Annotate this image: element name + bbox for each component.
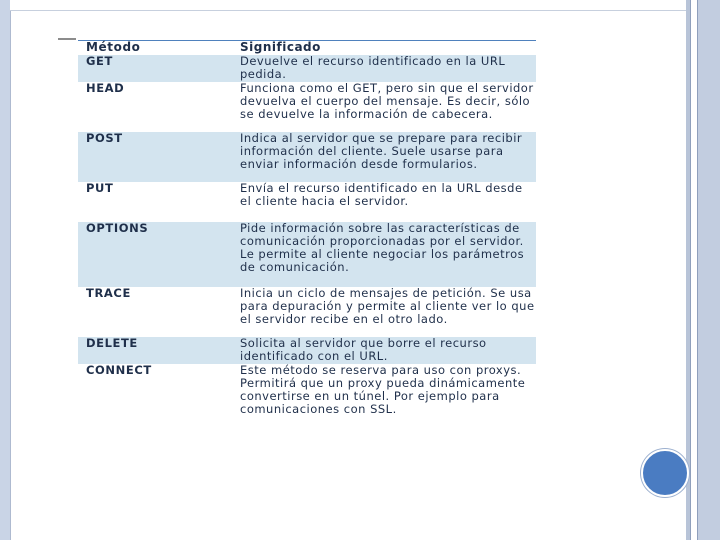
table-row: [78, 364, 536, 430]
slide-frame-left: [0, 0, 11, 540]
slide-decoration-circle: [641, 449, 689, 497]
method-cell: HEAD: [86, 81, 125, 95]
table-row: [78, 55, 536, 82]
slide-frame-top: [10, 0, 696, 11]
description-cell: Envía el recurso identificado en la URL desde el cliente hacia el servidor.: [240, 181, 523, 208]
description-cell: Este método se reserva para uso con proxys. Permitirá que un proxy pueda dinámicamente convertirse en un túnel. Por ejemplo para comunicaciones con SSL.: [240, 363, 526, 416]
description-cell: Inicia un ciclo de mensajes de petición. Se usa para depuración y permite al cliente ver lo que el servidor recibe en el otro lado.: [240, 286, 535, 326]
table-row: [78, 82, 536, 132]
method-cell: OPTIONS: [86, 221, 149, 235]
method-cell: TRACE: [86, 286, 131, 300]
header-method: Método: [86, 40, 141, 54]
table-row: [78, 337, 536, 364]
slide-frame-right-strip: [690, 0, 698, 540]
decoration-mark: [58, 38, 76, 40]
table-row: [78, 182, 536, 222]
table-header-row: [78, 41, 536, 55]
method-cell: POST: [86, 131, 123, 145]
description-cell: Funciona como el GET, pero sin que el servidor devuelva el cuerpo del mensaje. Es decir, sólo se devuelve la información de cabecera.: [240, 81, 534, 121]
table-row: [78, 222, 536, 287]
description-cell: Solicita al servidor que borre el recurso identificado con el URL.: [240, 336, 487, 363]
header-description: Significado: [240, 40, 321, 54]
method-cell: GET: [86, 54, 113, 68]
description-cell: Devuelve el recurso identificado en la URL pedida.: [240, 54, 506, 81]
description-cell: Indica al servidor que se prepare para recibir información del cliente. Suele usarse para enviar información desde formularios.: [240, 131, 523, 171]
table-row: [78, 132, 536, 182]
http-methods-table: [78, 40, 536, 430]
slide-frame-right-band: [698, 0, 720, 540]
description-cell: Pide información sobre las características de comunicación proporcionadas por el servidor. Le permite al cliente negociar los parámetros de comunicación.: [240, 221, 525, 274]
method-cell: DELETE: [86, 336, 138, 350]
table-row: [78, 287, 536, 337]
method-cell: PUT: [86, 181, 114, 195]
method-cell: CONNECT: [86, 363, 152, 377]
